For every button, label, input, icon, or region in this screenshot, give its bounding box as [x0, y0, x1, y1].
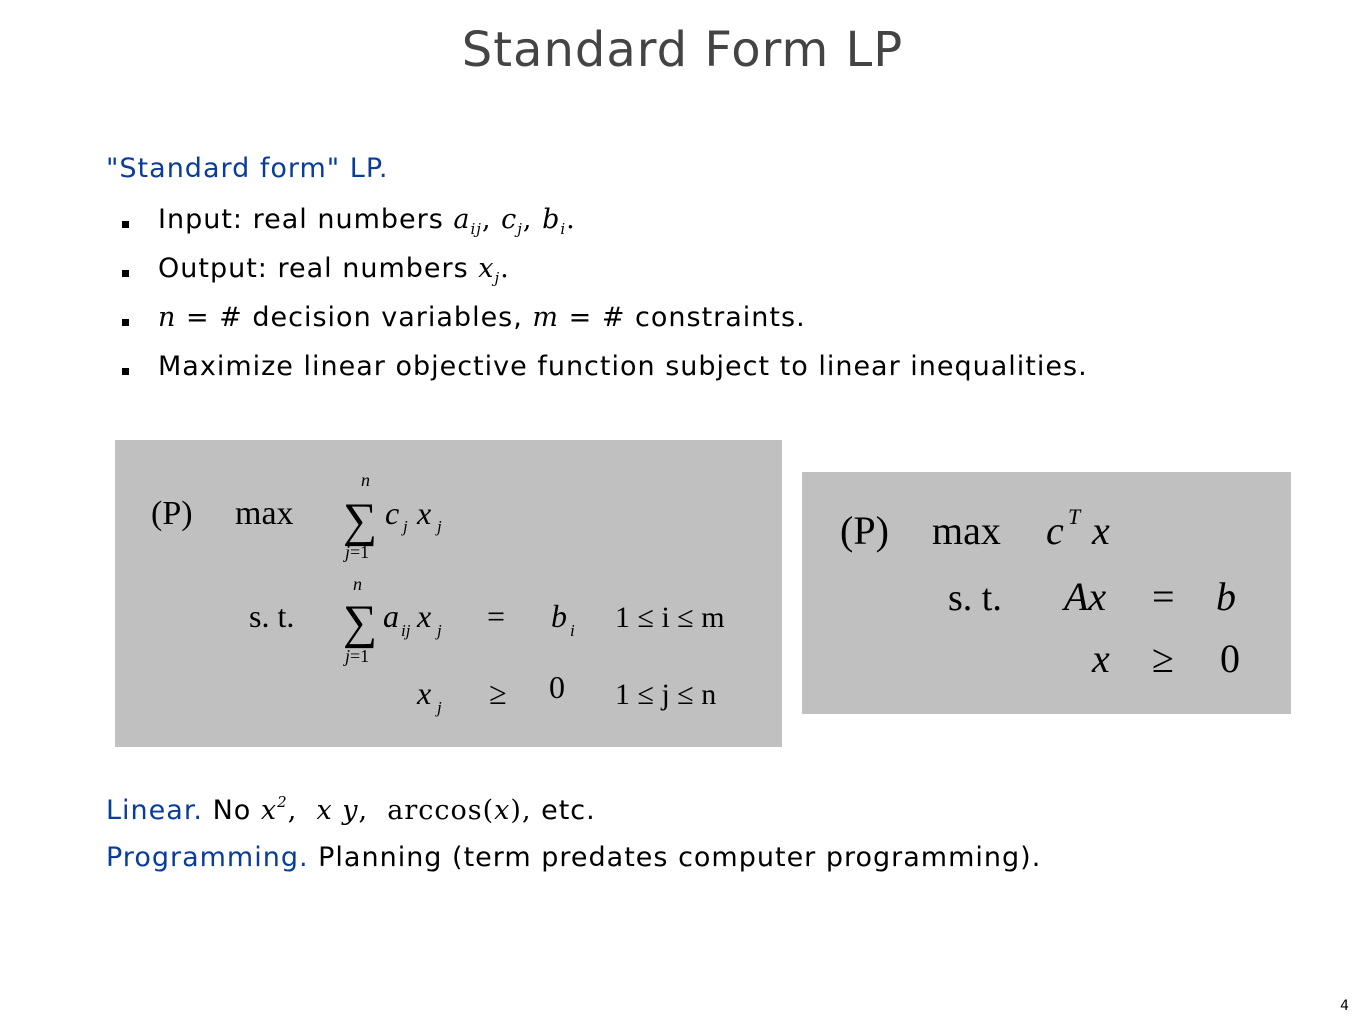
range-i: 1 ≤ i ≤ m [615, 601, 725, 634]
bullet-input: Input: real numbers $a_{ij}$, $c_j$, $b_i$. [120, 200, 1088, 249]
nonneg-var: x [1092, 636, 1110, 681]
svg-text:j=1: j=1 [345, 542, 370, 562]
linear-label: Linear. [106, 795, 204, 826]
bullet-square-icon [122, 270, 129, 277]
svg-text:ij: ij [401, 621, 411, 640]
summation-formulation-box [115, 440, 782, 747]
rhs-zero: 0 [549, 669, 565, 705]
svg-text:x: x [1092, 508, 1110, 553]
bullet-square-icon [122, 319, 129, 326]
sum-sign-icon: ∑ [343, 596, 378, 649]
svg-text:j=1: j=1 [345, 646, 370, 666]
svg-text:c: c [385, 495, 400, 531]
svg-text:j: j [403, 517, 408, 536]
matrix-formulation [802, 472, 1291, 714]
bullet-dimensions: n = # decision variables, m = # constraints. [120, 298, 1088, 347]
bullet-maximize: Maximize linear objective function subject to linear inequalities. [120, 347, 1088, 396]
summation-formulation [115, 440, 782, 747]
svg-text:i: i [570, 621, 575, 640]
linear-note: Linear. No $x^2$, x y, arccos(x), etc. [106, 793, 596, 826]
equals-sign: = [487, 598, 506, 634]
bullet-output: Output: real numbers $x_j$. [120, 249, 1088, 298]
geq-sign: ≥ [489, 675, 507, 711]
objective-keyword: max [235, 495, 294, 532]
svg-text:x: x [417, 495, 432, 531]
svg-text:j: j [437, 517, 442, 536]
svg-text:x: x [417, 675, 432, 711]
svg-text:x: x [417, 598, 432, 634]
page-number: 4 [1340, 998, 1349, 1014]
constraint-rhs: b [1216, 574, 1236, 619]
svg-text:T: T [1068, 504, 1081, 529]
svg-text:n: n [353, 574, 362, 594]
programming-note: Programming. Planning (term predates computer programming). [106, 842, 1042, 873]
svg-text:n: n [361, 470, 370, 490]
section-heading: "Standard form" LP. [106, 153, 389, 184]
programming-label: Programming. [106, 842, 309, 873]
equals-sign: = [1152, 574, 1175, 619]
bullet-square-icon [122, 368, 129, 375]
nonneg-zero: 0 [1220, 636, 1240, 681]
geq-sign: ≥ [1152, 636, 1174, 681]
bullet-list [120, 200, 1088, 396]
objective-keyword: max [932, 508, 1001, 553]
bullet-square-icon [122, 221, 129, 228]
svg-text:j: j [437, 698, 442, 717]
rhs-b: b [551, 598, 567, 634]
subject-to-label: s. t. [948, 577, 1002, 619]
constraint-lhs: Ax [1064, 574, 1107, 619]
svg-text:j: j [437, 621, 442, 640]
slide-title: Standard Form LP [461, 22, 904, 78]
svg-text:a: a [383, 598, 399, 634]
subject-to-label: s. t. [249, 598, 295, 634]
problem-label: (P) [151, 495, 193, 532]
sum-sign-icon: ∑ [343, 494, 378, 547]
problem-label: (P) [840, 508, 889, 553]
objective-c: c [1046, 508, 1064, 553]
matrix-formulation-box [802, 472, 1291, 714]
range-j: 1 ≤ j ≤ n [615, 678, 717, 711]
